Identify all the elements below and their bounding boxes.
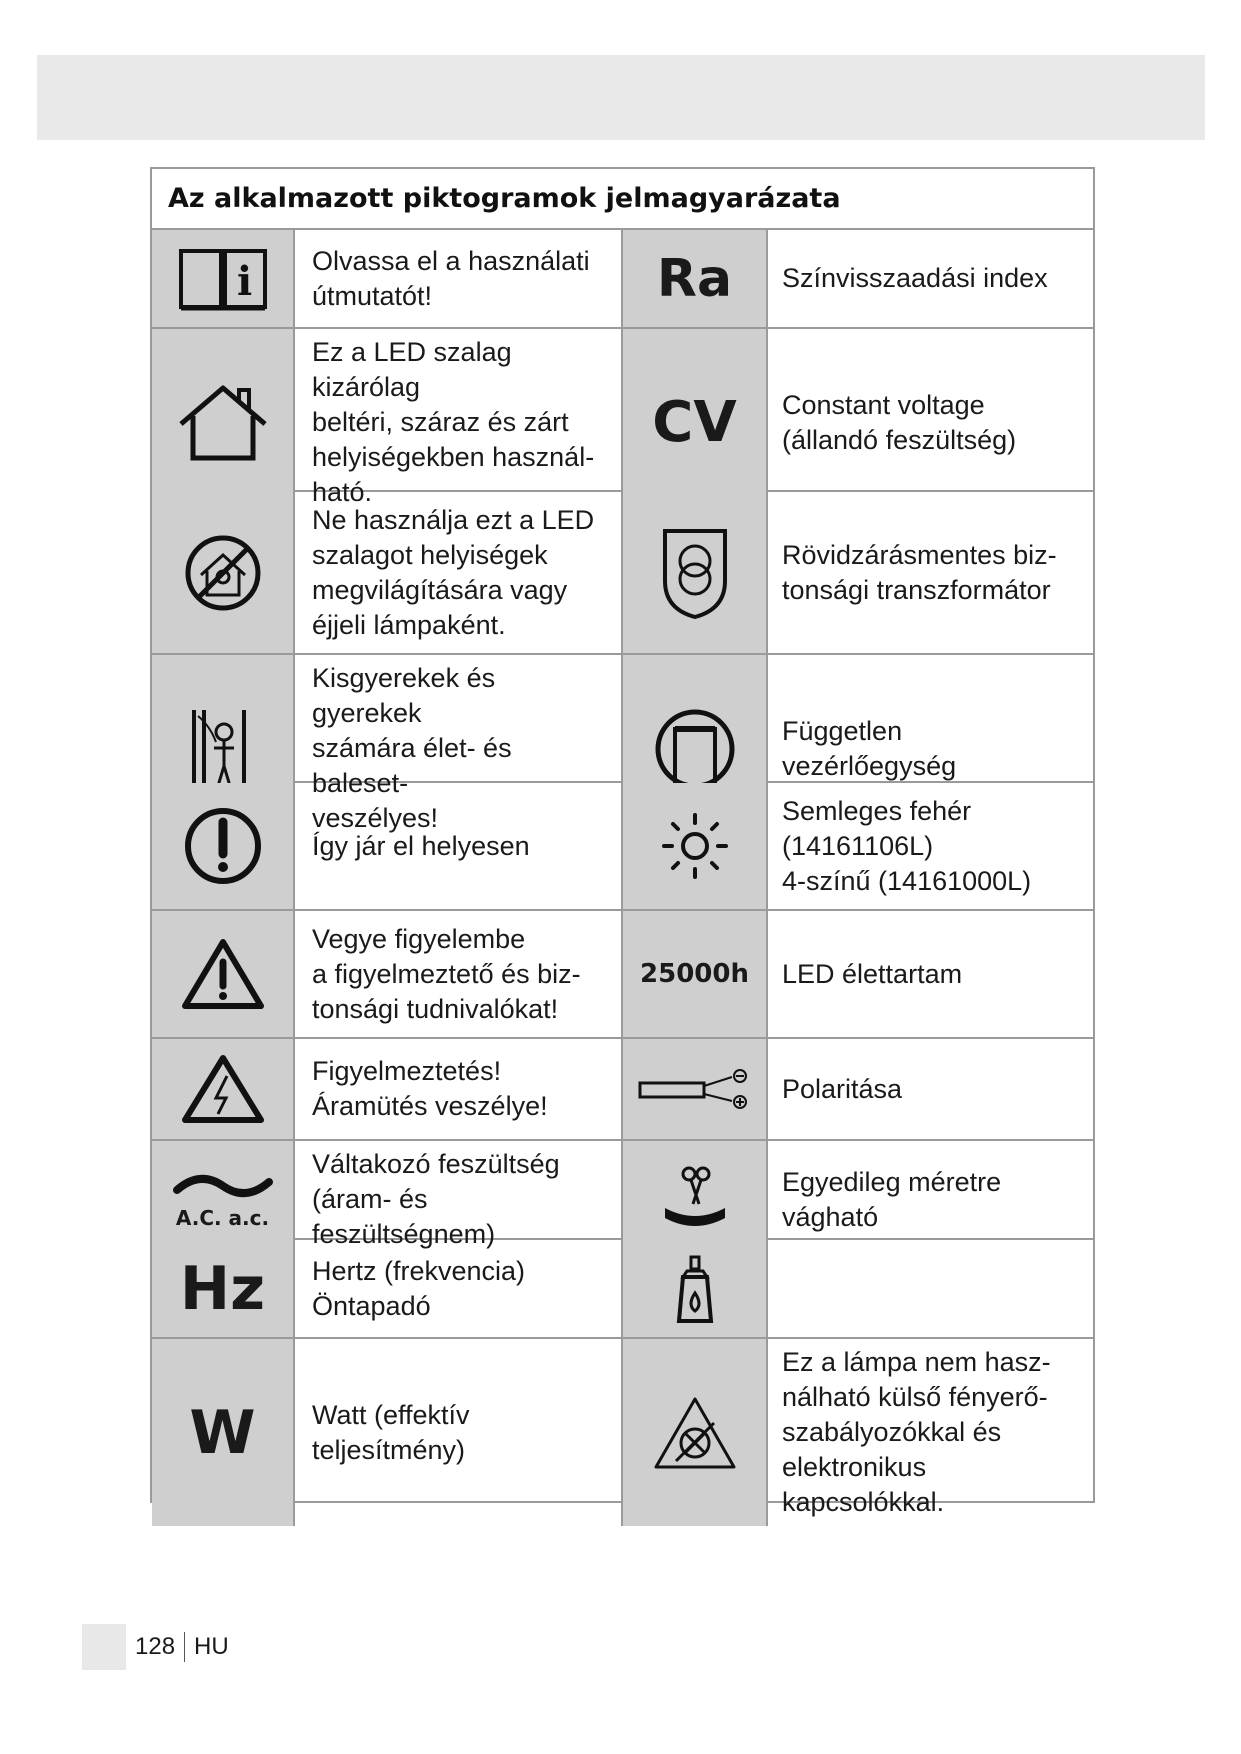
page-footer [82,1624,229,1670]
table-row [152,1240,1093,1339]
table-row [152,655,1093,833]
text-correct-procedure: Így jár el helyesen [295,783,623,909]
page-number: 128 [135,1632,185,1662]
table-row [152,1141,1093,1249]
book-info-icon [152,230,295,327]
text-self-adhesive [768,1240,1093,1337]
header-band [37,55,1205,140]
text-not-for-room-lighting: Ne használja ezt a LED szalagot helyiségek megvilágítására vagy éjjeli lámpaként. [295,492,623,653]
text-cut-to-size: Egyedileg méretre vágható [782,1166,1002,1232]
language-code: HU [194,1633,229,1660]
watt-icon: W [152,1339,295,1526]
safety-transformer-icon [623,492,768,653]
adhesive-icon [623,1240,768,1337]
legend-title: Az alkalmazott piktogramok jelmagyarázata [152,169,1093,230]
exclamation-circle-icon [152,783,295,909]
house-icon [152,329,295,516]
text-read-manual: Olvassa el a használati útmutatót! [295,230,623,327]
text-independent-control-gear: Független vezérlőegység [782,715,957,781]
table-row [152,1339,1093,1517]
no-room-lighting-icon [152,492,295,653]
table-row [152,783,1093,911]
text-safety-transformer: Rövidzárásmentes biz- tonsági transzformátor [782,539,1057,605]
text-watt: Watt (effektív teljesítmény) [295,1339,623,1526]
table-row [152,1039,1093,1141]
table-row [152,492,1093,655]
sun-icon [623,783,768,909]
lifetime-icon: 25000h [623,911,768,1037]
text-led-lifetime: LED élettartam [782,958,963,989]
hz-icon: Hz [152,1240,295,1337]
pictogram-legend-table [150,167,1095,1517]
text-polarity: Polaritása [782,1073,903,1104]
text-neutral-white: Semleges fehér (14161106L) 4-színű (14161000L) [782,795,1032,896]
warning-triangle-icon [152,911,295,1037]
table-row [152,911,1093,1039]
ac-icon: A.C. a.c. [152,1141,295,1258]
text-electric-shock-warning: Figyelmeztetés! Áramütés veszélye! [295,1039,623,1139]
text-constant-voltage: Constant voltage (állandó feszültség) [782,389,1017,455]
table-row [152,329,1093,507]
cv-icon: CV [623,329,768,516]
text-hertz-frequency: Hertz (frekvencia) Öntapadó [295,1240,623,1337]
table-row [152,230,1093,329]
ra-icon: Ra [623,230,768,327]
text-child-danger: Kisgyerekek és gyerekek számára élet- és baleset- veszélyes! [295,655,623,842]
electric-shock-icon [152,1039,295,1139]
svg-text:i: i [236,257,252,305]
text-alternating-voltage: Váltakozó feszültség (áram- és feszültségnem) [295,1141,623,1258]
text-indoor-use-only: Ez a LED szalag kizárólag beltéri, száraz és zárt helyiségekben használ- ható. [295,329,623,516]
footer-marker [82,1624,126,1670]
polarity-icon [623,1039,768,1139]
text-observe-warnings: Vegye figyelembe a figyelmeztető és biz- tonsági tudnivalókat! [295,911,623,1037]
text-no-external-dimmer: Ez a lámpa nem hasz- nálható külső fényerő- szabályozókkal és elektronikus kapcsolókkal. [782,1347,1051,1517]
no-dimmer-icon [623,1339,768,1526]
text-color-rendering-index: Színvisszaadási index [782,263,1048,293]
